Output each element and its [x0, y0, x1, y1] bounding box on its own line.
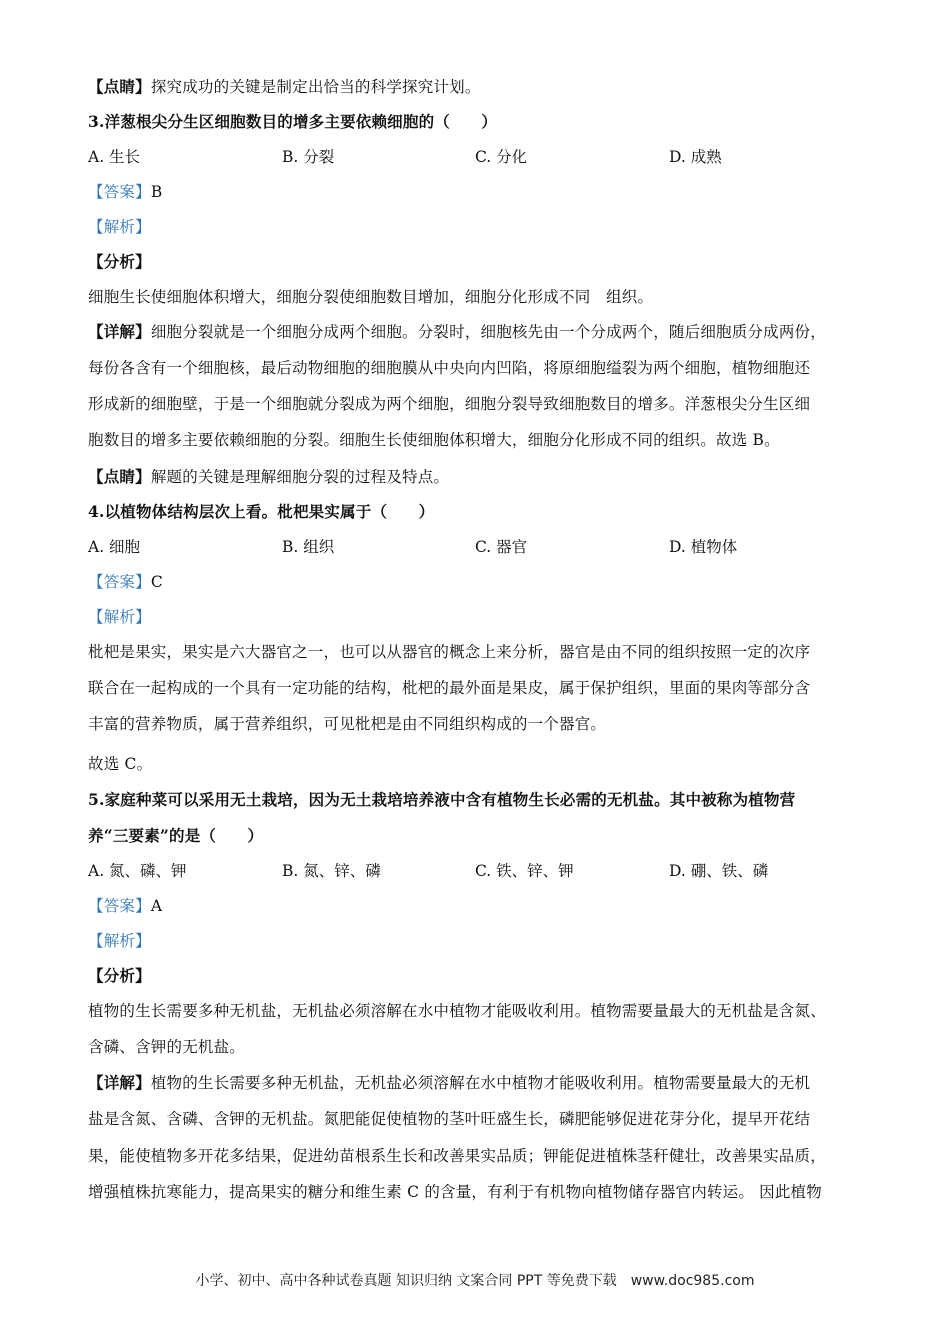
q4-body-line: 枇杷是果实，果实是六大器官之一，也可以从器官的概念上来分析，器官是由不同的组织按照一定的次序	[88, 643, 811, 661]
q5-option-d: D. 硼、铁、磷	[669, 862, 769, 880]
q5-question-line: 养“三要素”的是（ ）	[88, 826, 264, 845]
answer-value: C	[150, 573, 163, 591]
answer-value: B	[150, 183, 163, 201]
answer-label: 【答案】	[88, 573, 151, 591]
q4-jiexi-label: 【解析】	[88, 608, 151, 626]
q3-option-a: A. 生长	[88, 148, 141, 166]
dianjing-label: 【点睛】	[88, 77, 151, 96]
q5-xiangjie-line	[88, 1072, 878, 1094]
xiangjie-label: 【详解】	[88, 1073, 151, 1092]
q3-dianjing	[88, 466, 878, 488]
answer-value: A	[150, 897, 163, 915]
q3-jiexi-label: 【解析】	[88, 218, 151, 236]
answer-label: 【答案】	[88, 183, 151, 201]
dianjing-text: 探究成功的关键是制定出恰当的科学探究计划。	[150, 78, 481, 96]
q2-dianjing	[88, 76, 878, 98]
q5-option-c: C. 铁、锌、钾	[475, 862, 574, 880]
q4-conclusion: 故选 C。	[88, 755, 153, 773]
q5-fenxi-line: 植物的生长需要多种无机盐，无机盐必须溶解在水中植物才能吸收利用。植物需要量最大的无机盐是含氮、	[88, 1002, 826, 1020]
q5-option-b: B. 氮、锌、磷	[282, 862, 381, 880]
q3-xiangjie-line: 每份各含有一个细胞核，最后动物细胞的细胞膜从中央向内凹陷，将原细胞缢裂为两个细胞，植物细胞还	[88, 359, 811, 377]
q4-option-d: D. 植物体	[669, 538, 738, 556]
q5-xiangjie-line: 增强植株抗寒能力，提高果实的糖分和维生素 C 的含量，有利于有机物向植物储存器官内转运。 因此植物	[88, 1183, 822, 1201]
q3-xiangjie-line: 胞数目的增多主要依赖细胞的分裂。细胞生长使细胞体积增大，细胞分化形成不同的组织。故选 B。	[88, 431, 780, 449]
dianjing-label: 【点睛】	[88, 467, 151, 486]
q4-question: 4.以植物体结构层次上看。枇杷果实属于（ ）	[88, 502, 435, 521]
q4-option-b: B. 组织	[282, 538, 335, 556]
q5-fenxi-line: 含磷、含钾的无机盐。	[88, 1038, 246, 1056]
q5-xiangjie-line: 果，能使植物多开花多结果，促进幼苗根系生长和改善果实品质；钾能促进植株茎秆健壮，改善果实品质，	[88, 1147, 826, 1165]
q3-answer	[88, 181, 878, 203]
q4-answer	[88, 571, 878, 593]
q3-option-b: B. 分裂	[282, 148, 335, 166]
q5-xiangjie-line: 盐是含氮、含磷、含钾的无机盐。氮肥能促使植物的茎叶旺盛生长，磷肥能够促进花芽分化，提早开花结	[88, 1110, 811, 1128]
q5-jiexi-label: 【解析】	[88, 932, 151, 950]
q5-question-line: 5.家庭种菜可以采用无土栽培，因为无土栽培培养液中含有植物生长必需的无机盐。其中被称为植物营	[88, 790, 796, 809]
q3-fenxi-text: 细胞生长使细胞体积增大，细胞分裂使细胞数目增加，细胞分化形成不同 组织。	[88, 288, 654, 306]
xiangjie-label: 【详解】	[88, 322, 151, 341]
q4-option-a: A. 细胞	[88, 538, 141, 556]
q3-option-d: D. 成熟	[669, 148, 722, 166]
q3-fenxi-label: 【分析】	[88, 252, 151, 271]
q4-body-line: 丰富的营养物质，属于营养组织，可见枇杷是由不同组织构成的一个器官。	[88, 715, 607, 733]
q3-option-c: C. 分化	[475, 148, 528, 166]
q3-question: 3.洋葱根尖分生区细胞数目的增多主要依赖细胞的（ ）	[88, 112, 498, 131]
q4-option-c: C. 器官	[475, 538, 528, 556]
dianjing-text: 解题的关键是理解细胞分裂的过程及特点。	[150, 468, 450, 486]
q5-fenxi-label: 【分析】	[88, 966, 151, 985]
page-footer: 小学、初中、高中各种试卷真题 知识归纳 文案合同 PPT 等免费下载 www.doc985.com	[195, 1273, 755, 1289]
xiangjie-text: 细胞分裂就是一个细胞分成两个细胞。分裂时，细胞核先由一个分成两个，随后细胞质分成两份，	[150, 323, 826, 341]
q4-body-line: 联合在一起构成的一个具有一定功能的结构，枇杷的最外面是果皮，属于保护组织，里面的果肉等部分含	[88, 679, 811, 697]
q3-xiangjie-line	[88, 321, 878, 343]
xiangjie-text: 植物的生长需要多种无机盐，无机盐必须溶解在水中植物才能吸收利用。植物需要量最大的无机	[150, 1074, 811, 1092]
answer-label: 【答案】	[88, 897, 151, 915]
q5-answer	[88, 895, 878, 917]
q5-option-a: A. 氮、磷、钾	[88, 862, 187, 880]
q3-xiangjie-line: 形成新的细胞壁，于是一个细胞就分裂成为两个细胞，细胞分裂导致细胞数目的增多。洋葱根尖分生区细	[88, 395, 811, 413]
